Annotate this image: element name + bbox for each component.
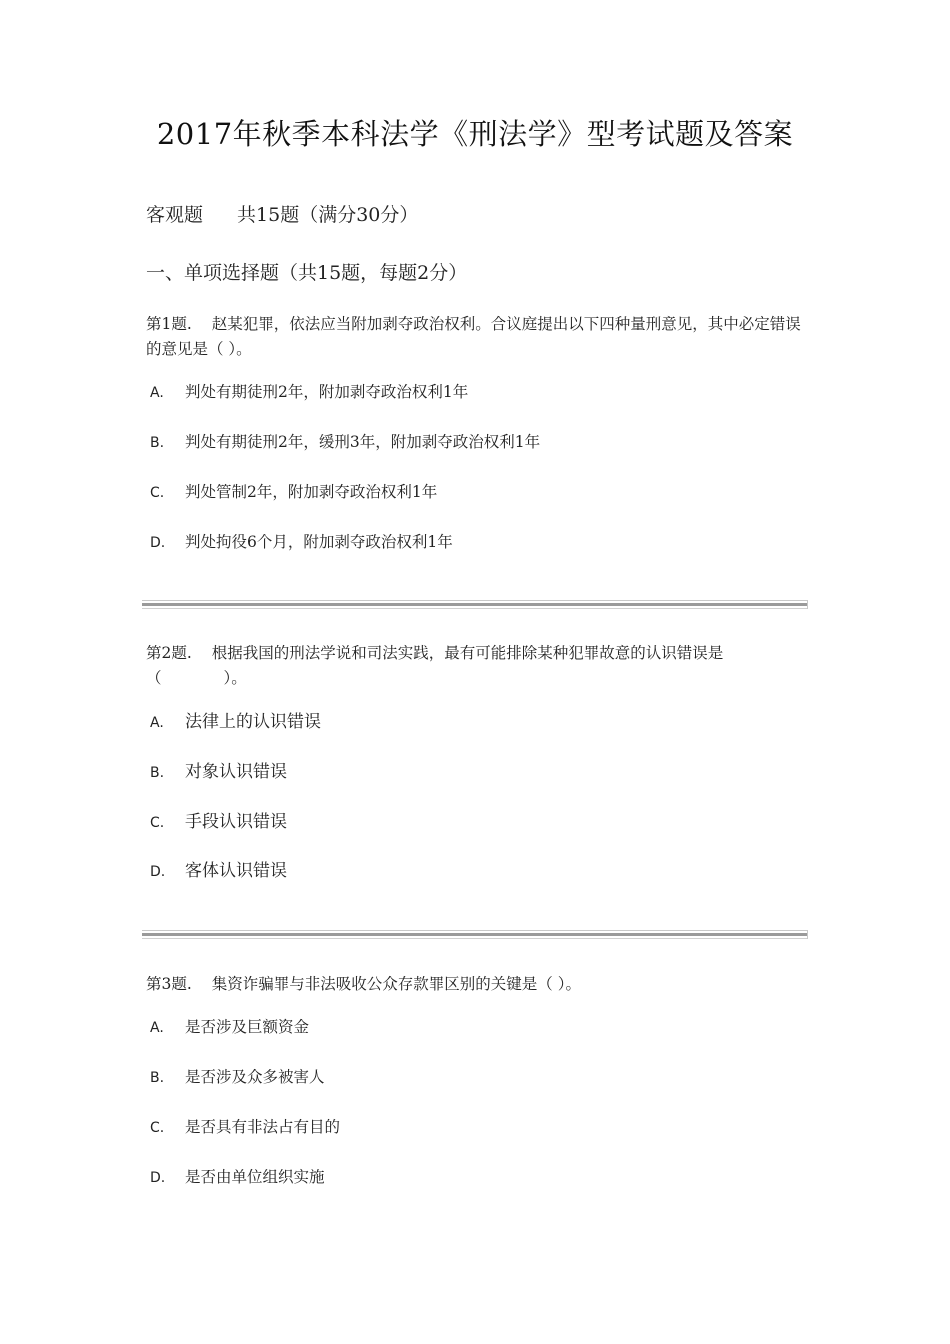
option-letter: A. <box>150 385 164 401</box>
option-letter: C. <box>150 485 165 501</box>
option-text: 判处管制2年，附加剥夺政治权利1年 <box>185 483 438 501</box>
question-number: 第2题. <box>146 644 192 662</box>
option-a[interactable] <box>150 1015 309 1037</box>
option-text: 是否由单位组织实施 <box>185 1168 325 1186</box>
question-text: 集资诈骗罪与非法吸收公众存款罪区别的关键是（ ）。 <box>211 975 581 993</box>
option-text: 手段认识错误 <box>185 812 287 832</box>
option-text: 判处拘役6个月，附加剥夺政治权利1年 <box>185 533 453 551</box>
option-letter: B. <box>150 765 165 781</box>
question-1 <box>146 312 812 562</box>
option-d[interactable] <box>150 530 453 552</box>
question-stem <box>146 972 812 997</box>
option-text: 是否涉及众多被害人 <box>185 1068 325 1086</box>
option-letter: C. <box>150 1120 165 1136</box>
objective-count: 共15题（满分30分） <box>237 204 419 226</box>
option-text: 对象认识错误 <box>185 762 287 782</box>
option-text: 客体认识错误 <box>185 861 287 881</box>
document-title: 2017年秋季本科法学《刑法学》型考试题及答案 <box>156 117 794 151</box>
option-d[interactable] <box>150 856 287 881</box>
option-letter: D. <box>150 864 166 880</box>
option-c[interactable] <box>150 807 287 832</box>
option-text: 判处有期徒刑2年，附加剥夺政治权利1年 <box>185 383 469 401</box>
option-text: 判处有期徒刑2年，缓刑3年，附加剥夺政治权利1年 <box>185 433 541 451</box>
option-letter: D. <box>150 535 166 551</box>
question-divider <box>142 930 808 942</box>
option-letter: C. <box>150 815 165 831</box>
option-text: 是否具有非法占有目的 <box>185 1118 341 1136</box>
option-a[interactable] <box>150 380 468 402</box>
question-divider <box>142 600 808 612</box>
question-text: 根据我国的刑法学说和司法实践，最有可能排除某种犯罪故意的认识错误是（ ）。 <box>146 644 724 687</box>
option-letter: B. <box>150 435 165 451</box>
single-choice-section-header: 一、单项选择题（共15题，每题2分） <box>146 262 468 284</box>
option-c[interactable] <box>150 480 437 502</box>
option-letter: D. <box>150 1170 166 1186</box>
option-text: 法律上的认识错误 <box>185 712 321 732</box>
question-text: 赵某犯罪，依法应当附加剥夺政治权利。合议庭提出以下四种量刑意见，其中必定错误的意见是（ ）。 <box>146 315 801 358</box>
question-2 <box>146 641 812 881</box>
option-c[interactable] <box>150 1115 340 1137</box>
option-letter: A. <box>150 715 164 731</box>
objective-section-header <box>146 200 418 227</box>
objective-label: 客观题 <box>146 204 204 226</box>
question-3 <box>146 972 812 1192</box>
option-b[interactable] <box>150 1065 325 1087</box>
option-letter: A. <box>150 1020 164 1036</box>
option-letter: B. <box>150 1070 165 1086</box>
question-stem <box>146 312 812 362</box>
option-b[interactable] <box>150 430 540 452</box>
option-a[interactable] <box>150 707 321 732</box>
question-number: 第3题. <box>146 975 192 993</box>
option-d[interactable] <box>150 1165 325 1187</box>
question-stem <box>146 641 812 691</box>
option-b[interactable] <box>150 757 287 782</box>
question-number: 第1题. <box>146 315 192 333</box>
option-text: 是否涉及巨额资金 <box>185 1018 310 1036</box>
